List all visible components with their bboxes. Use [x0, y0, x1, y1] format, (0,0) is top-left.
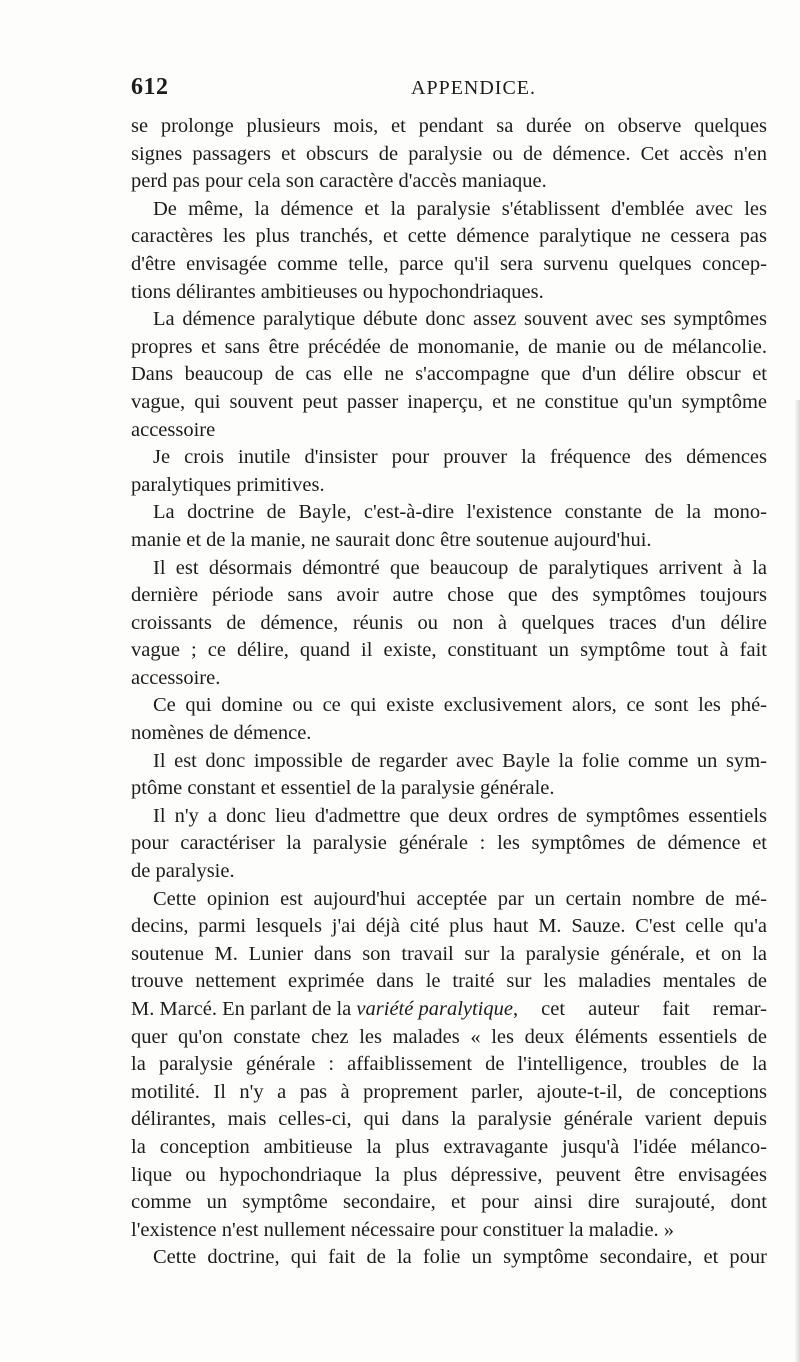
text-line: Ce qui domine ou ce qui existe exclusivement alors, ce sont les phé- [153, 694, 767, 717]
text-line: lique ou hypochondriaque la plus dépressive, peuvent être envisagées [131, 1163, 767, 1186]
text-line: de paralysie. [131, 860, 235, 883]
running-head: APPENDICE. [411, 77, 537, 99]
page-edge-shadow [794, 400, 800, 1362]
text-line: accessoire [131, 418, 216, 441]
text-line: l'existence n'est nullement nécessaire pour constituer la maladie. » [131, 1218, 675, 1241]
text-line: la paralysie générale : affaiblissement de l'intelligence, troubles de la [131, 1053, 767, 1076]
text-line: dernière période sans avoir autre chose que des symptômes toujours [131, 584, 767, 607]
text-line: Je crois inutile d'insister pour prouver la fréquence des démences [153, 446, 767, 469]
text-line: manie et de la manie, ne saurait donc être soutenue aujourd'hui. [131, 528, 652, 551]
text-line: nomènes de démence. [131, 722, 312, 745]
text-line: pour caractériser la paralysie générale : les symptômes de démence et [131, 832, 767, 855]
text-line: decins, parmi lesquels j'ai déjà cité plus haut M. Sauze. C'est celle qu'a [131, 915, 767, 938]
text-line: Dans beaucoup de cas elle ne s'accompagne que d'un délire obscur et [131, 363, 767, 386]
text-line: la conception ambitieuse la plus extravagante jusqu'à l'idée mélanco- [131, 1135, 767, 1158]
text-line: soutenue M. Lunier dans son travail sur la paralysie générale, et on la [131, 942, 767, 965]
text-line: propres et sans être précédée de monomanie, de manie ou de mélancolie. [131, 335, 767, 358]
body-text [131, 113, 767, 1272]
text-line: délirantes, mais celles-ci, qui dans la paralysie générale varient depuis [131, 1108, 767, 1131]
text-line: croissants de démence, réunis ou non à quelques traces d'un délire [131, 611, 767, 634]
text-line: vague ; ce délire, quand il existe, constituant un symptôme tout à fait [131, 639, 767, 662]
text-line: perd pas pour cela son caractère d'accès maniaque. [131, 170, 547, 193]
text-line: trouve nettement exprimée dans le traité sur les maladies mentales de [131, 970, 767, 993]
text-line: vague, qui souvent peut passer inaperçu, et ne constitue qu'un symptôme [131, 390, 767, 413]
text-line: De même, la démence et la paralysie s'établissent d'emblée avec les [153, 197, 767, 220]
text-line: Il n'y a donc lieu d'admettre que deux ordres de symptômes essentiels [153, 804, 767, 827]
text-segment: , cet auteur fait remar- [512, 998, 767, 1020]
text-line: signes passagers et obscurs de paralysie ou de démence. Cet accès n'en [131, 142, 767, 165]
text-line: paralytiques primitives. [131, 473, 325, 496]
page-number: 612 [131, 74, 169, 100]
text-line: caractères les plus tranchés, et cette démence paralytique ne cessera pas [131, 225, 767, 248]
text-line-mixed [131, 996, 767, 1024]
text-line: tions délirantes ambitieuses ou hypochondriaques. [131, 280, 544, 303]
text-line: se prolonge plusieurs mois, et pendant sa durée on observe quelques [131, 115, 767, 137]
text-line: Cette doctrine, qui fait de la folie un symptôme secondaire, et pour [153, 1246, 767, 1269]
text-line: Il est donc impossible de regarder avec Bayle la folie comme un sym- [153, 749, 767, 772]
text-line: La doctrine de Bayle, c'est-à-dire l'existence constante de la mono- [153, 501, 767, 524]
text-segment: M. Marcé. En parlant de la [131, 998, 352, 1020]
text-line: ptôme constant et essentiel de la paralysie générale. [131, 777, 555, 800]
text-line: d'être envisagée comme telle, parce qu'il sera survenu quelques concep- [131, 252, 767, 275]
text-line: comme un symptôme secondaire, et pour ainsi dire surajouté, dont [131, 1191, 767, 1214]
italic-term: variété paralytique [356, 998, 513, 1020]
text-line: Il est désormais démontré que beaucoup de paralytiques arrivent à la [153, 556, 767, 579]
text-line: motilité. Il n'y a pas à proprement parler, ajoute-t-il, de conceptions [131, 1080, 767, 1103]
text-line: La démence paralytique débute donc assez souvent avec ses symptômes [153, 308, 767, 331]
text-line: Cette opinion est aujourd'hui acceptée par un certain nombre de mé- [153, 887, 767, 910]
page-header [131, 74, 741, 104]
text-line: accessoire. [131, 666, 221, 689]
text-line: quer qu'on constate chez les malades « les deux éléments essentiels de [131, 1025, 767, 1048]
